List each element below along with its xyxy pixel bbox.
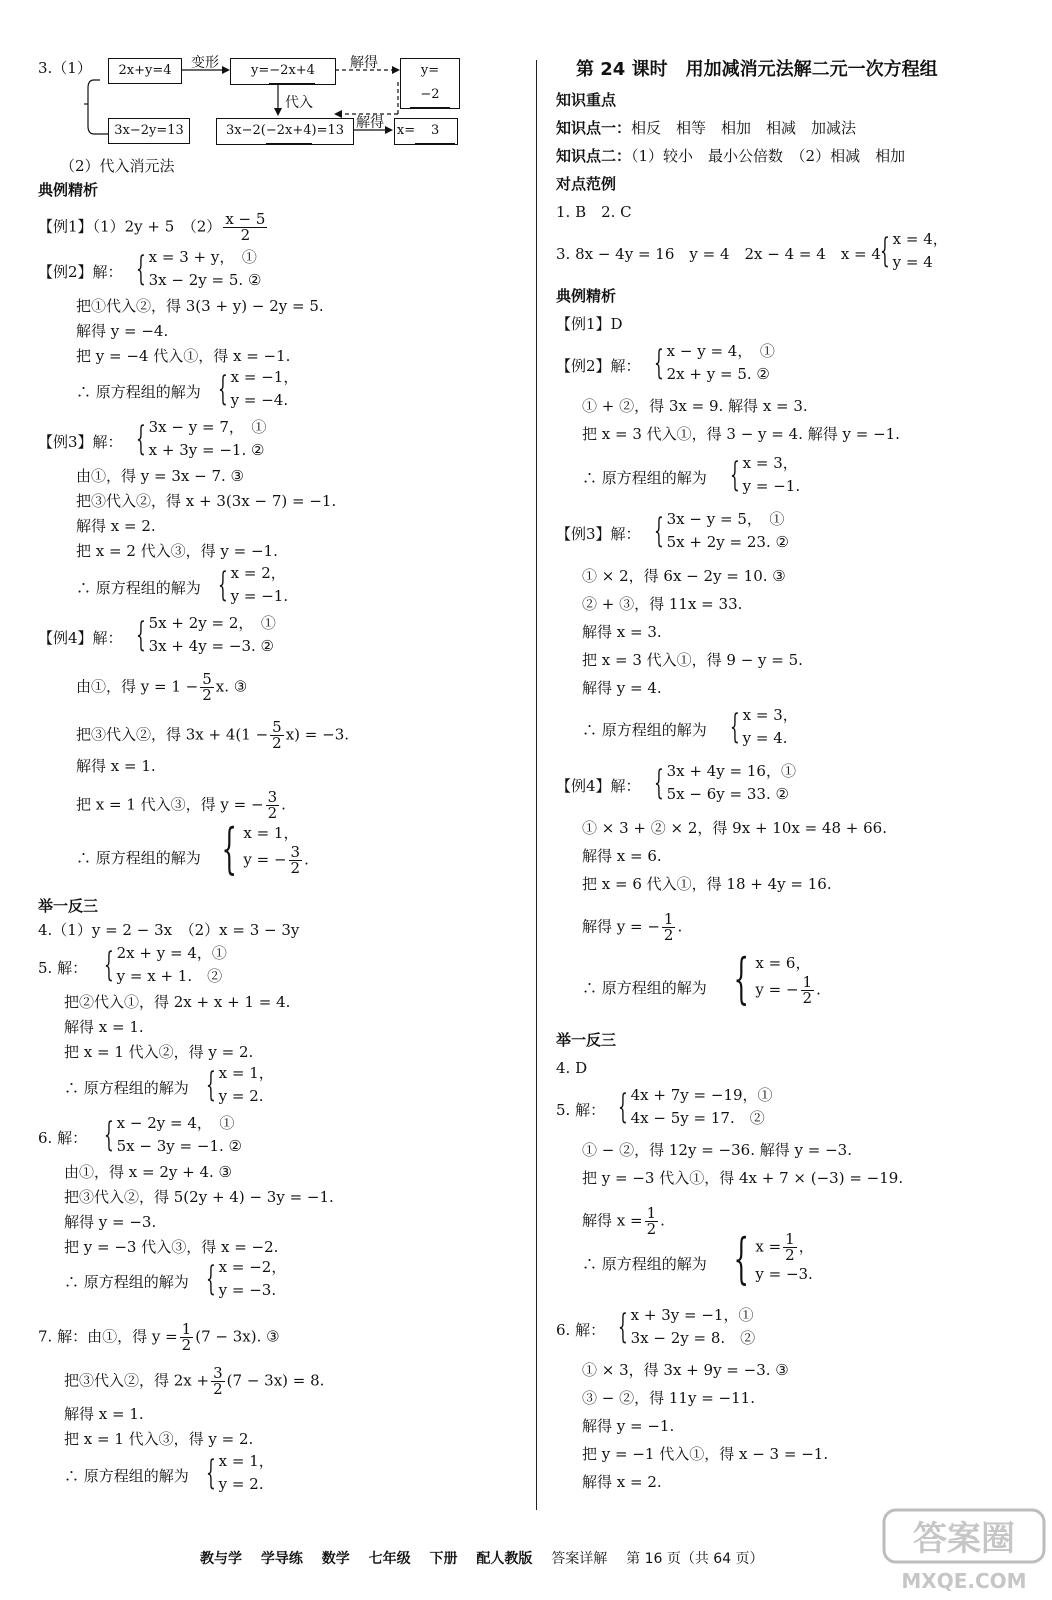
blank: 3 [415,119,455,144]
example-4-label: 【例4】解： [38,629,123,647]
q3-part2: （2）代入消元法 [60,157,175,175]
footer-page-number: 第 16 页（共 64 页） [626,1551,764,1567]
blank: −2x+4 [269,59,315,84]
diagram-box-transformed: y=−2x+4 [230,58,336,85]
lesson-title: 第 24 课时 用加减消元法解二元一次方程组 [576,59,938,80]
solution-step: 把 y = −4 代入①，得 x = −1. [76,347,291,365]
solution-step: ① × 3 + ② × 2，得 9x + 10x = 48 + 66. [582,819,887,837]
section-heading-paired-examples: 对点范例 [556,175,617,193]
solution-step: ① + ②，得 3x = 9. 解得 x = 3. [582,397,808,415]
watermark-url: MXQE.COM [901,1569,1027,1593]
solution-conclusion: ∴ 原方程组的解为 [64,1467,189,1485]
diagram-box-x-result: x= 3 [394,118,458,145]
solution-step: 解得 y = −3. [64,1213,157,1231]
solution-step: 把③代入②，得 5(2y + 4) − 3y = −1. [64,1188,334,1206]
solution-step: 解得 x = 2. [582,1473,662,1491]
example-3-answer: { x = 2， y = −1. [217,564,289,605]
question-7: 7. 解：由①，得 y = $\frac{1}{2}$ (7 − 3x). ③ [38,1320,280,1354]
solution-step: 把③代入②，得 2x + $\frac{3}{2}$ (7 − 3x) = 8. [64,1364,325,1398]
solution-step: 把①代入②，得 3(3 + y) − 2y = 5. [76,297,324,315]
right-question-5-answer: { x = $\frac{1}{2}$ ， y = −3. [733,1227,814,1290]
question-6-system: { x − 2y = 4， ① 5x − 3y = −1. ② [103,1114,242,1155]
fraction: $\frac{1}{2}$ [646,1204,657,1238]
footer-volume: 下册 [429,1551,458,1567]
right-question-5-system: { 4x + 7y = −19，① 4x − 5y = 17. ② [617,1086,773,1127]
left-column [0,0,530,1540]
question-6-answer: { x = −2， y = −3. [205,1258,287,1299]
knowledge-point-1: 知识点一：相反 相等 相加 相减 加减法 [556,119,857,137]
example-4-system: { 5x + 2y = 2， ① 3x + 4y = −3. ② [135,614,276,655]
solution-step: 解得 x = 3. [582,623,662,641]
example-2-system: { x = 3 + y， ① 3x − 2y = 5. ② [135,248,262,289]
question-5-label: 5. 解： [38,959,88,977]
solution-conclusion: ∴ 原方程组的解为 [76,579,201,597]
solution-step: 把 y = −3 代入①，得 4x + 7 × (−3) = −19. [582,1169,904,1187]
right-question-5-label: 5. 解： [556,1101,606,1119]
right-example-3-answer: { x = 3， y = 4. [729,706,798,747]
solution-step: 把 x = 1 代入②，得 y = 2. [64,1043,254,1061]
solution-step: 解得 x = 2. [76,517,156,535]
example-3-label: 【例3】解： [38,433,123,451]
solution-step: 由①，得 y = 3x − 7. ③ [76,467,244,485]
solution-step: 把 x = 6 代入①，得 18 + 4y = 16. [582,875,832,893]
example-2-answer: { x = −1， y = −4. [217,368,299,409]
arrow-label-transform: 变形 [191,55,219,71]
solution-step: ① × 2，得 6x − 2y = 10. ③ [582,567,786,585]
knowledge-point-2: 知识点二：（1）较小 最小公倍数 （2）相减 相加 [556,147,906,165]
solution-step: ① × 3，得 3x + 9y = −3. ③ [582,1361,789,1379]
blank: −2 [410,83,450,108]
solution-step: 把 x = 2 代入③，得 y = −1. [76,542,278,560]
solution-step: ③ − ②，得 11y = −11. [582,1389,755,1407]
example-3-system: { 3x − y = 7， ① x + 3y = −1. ② [135,418,267,459]
solution-step: 把②代入①，得 2x + x + 1 = 4. [64,993,291,1011]
right-example-4-answer: { x = 6， y = − $\frac{1}{2}$ . [733,947,821,1010]
solution-step: 由①，得 x = 2y + 4. ③ [64,1163,232,1181]
diagram-box-eq2: 3x−2y=13 [108,118,190,144]
question-5-answer: { x = 1， y = 2. [205,1064,274,1105]
right-example-3-system: { 3x − y = 5， ① 5x + 2y = 23. ② [653,510,789,551]
fraction: $\frac{3}{2}$ [213,1364,223,1398]
fraction: $\frac{3}{2}$ [290,843,301,877]
right-example-3-label: 【例3】解： [556,525,641,543]
solution-conclusion: ∴ 原方程组的解为 [76,849,201,867]
solution-conclusion: ∴ 原方程组的解为 [64,1079,189,1097]
solution-step: 解得 y = − $\frac{1}{2}$ . [582,910,683,944]
solution-step: 把③代入②，得 x + 3(3x − 7) = −1. [76,492,337,510]
column-divider [536,60,537,1510]
solution-step: 解得 x = 6. [582,847,662,865]
example-2-label: 【例2】解： [38,263,123,281]
fraction: $\frac{5}{2}$ [202,670,212,704]
solution-step: 把 y = −1 代入①，得 x − 3 = −1. [582,1445,829,1463]
fraction: $\frac{1}{2}$ [181,1320,192,1354]
solution-step: ① − ②，得 12y = −36. 解得 y = −3. [582,1141,852,1159]
fraction: $\frac{x - 5}{2}$ [225,210,266,244]
arrow-label-substitute: 代入 [285,95,313,111]
question-5-system: { 2x + y = 4，① y = x + 1. ② [103,944,227,985]
solution-step: 把③代入②，得 3x + 4(1 − $\frac{5}{2}$ x) = −3. [76,718,349,752]
right-question-3-answer: { x = 4， y = 4 [879,230,948,271]
solution-conclusion: ∴ 原方程组的解为 [582,469,707,487]
right-column [540,0,1052,1540]
solution-conclusion: ∴ 原方程组的解为 [76,383,201,401]
solution-step: 解得 y = −1. [582,1417,675,1435]
footer-edition: 配人教版 [476,1551,533,1567]
right-question-4: 4. D [556,1059,588,1077]
solution-step: 解得 y = 4. [582,679,662,697]
question-7-answer: { x = 1， y = 2. [205,1452,274,1493]
solution-step: 解得 x = $\frac{1}{2}$ . [582,1204,665,1238]
arrow-label-solve-2: 解得 [356,115,384,131]
footer-answer: 答案详解 [551,1551,608,1567]
footer-book: 教与学 [200,1551,242,1567]
fraction: $\frac{1}{2}$ [802,973,813,1007]
right-example-2-label: 【例2】解： [556,357,641,375]
solution-step: ② + ③，得 11x = 33. [582,595,743,613]
watermark-text: 答案圈 [913,1519,1015,1559]
fraction: $\frac{1}{2}$ [663,910,674,944]
right-example-2-system: { x − y = 4， ① 2x + y = 5. ② [653,342,775,383]
solution-step: 解得 x = 1. [64,1405,144,1423]
solution-conclusion: ∴ 原方程组的解为 [64,1273,189,1291]
blank: −2x+4 [266,119,312,144]
solution-step: 解得 y = −4. [76,322,169,340]
right-question-6-label: 6. 解： [556,1321,606,1339]
example-4-answer: { x = 1， y = − $\frac{3}{2}$ . [221,817,309,880]
fraction: $\frac{1}{2}$ [785,1230,795,1264]
footer-grade: 七年级 [368,1551,411,1567]
solution-step: 把 x = 1 代入③，得 y = 2. [64,1430,254,1448]
solution-step: 解得 x = 1. [76,757,156,775]
question-4: 4.（1）y = 2 − 3x （2）x = 3 − 3y [38,921,300,939]
section-heading-key-points: 知识重点 [556,91,617,109]
right-example-4-system: { 3x + 4y = 16，① 5x − 6y = 33. ② [653,762,796,803]
solution-step: 把 x = 3 代入①，得 9 − y = 5. [582,651,803,669]
footer-series: 学导练 [260,1551,303,1567]
solution-step: 由①，得 y = 1 − $\frac{5}{2}$ x. ③ [76,670,248,704]
arrow-label-solve-1: 解得 [350,55,378,71]
footer-subject: 数学 [321,1551,350,1567]
section-heading-examples: 典例精析 [38,181,99,199]
diagram-box-substituted: 3x−2(−2x+4)=13 [216,118,354,145]
question-6-label: 6. 解： [38,1129,88,1147]
example-1: 【例1】（1）2y + 5 （2） $\frac{x - 5}{2}$ [38,210,266,244]
right-question-6-system: { x + 3y = −1，① 3x − 2y = 8. ② [617,1306,756,1347]
section-heading-practice: 举一反三 [38,897,99,915]
solution-step: 把 x = 3 代入①，得 3 − y = 4. 解得 y = −1. [582,425,900,443]
right-question-3: 3. 8x − 4y = 16 y = 4 2x − 4 = 4 x = 4 [556,245,881,263]
section-heading-examples: 典例精析 [556,287,617,305]
fraction: $\frac{3}{2}$ [267,788,278,822]
watermark-logo [880,1506,1050,1596]
solution-conclusion: ∴ 原方程组的解为 [582,979,707,997]
right-example-4-label: 【例4】解： [556,777,641,795]
diagram-box-eq1: 2x+y=4 [108,58,182,84]
solution-step: 解得 x = 1. [64,1018,144,1036]
right-example-2-answer: { x = 3， y = −1. [729,454,801,495]
solution-conclusion: ∴ 原方程组的解为 [582,1255,707,1273]
solution-step: 把 y = −3 代入③，得 x = −2. [64,1238,279,1256]
solution-conclusion: ∴ 原方程组的解为 [582,721,707,739]
section-heading-practice: 举一反三 [556,1031,617,1049]
fraction: $\frac{5}{2}$ [272,718,282,752]
q3-label: 3.（1） [38,59,92,77]
solution-step: 把 x = 1 代入③，得 y = − $\frac{3}{2}$ . [76,788,286,822]
right-example-1: 【例1】D [556,315,623,333]
right-questions-1-2: 1. B 2. C [556,203,632,221]
diagram-box-y-result: y=−2 [400,58,460,109]
